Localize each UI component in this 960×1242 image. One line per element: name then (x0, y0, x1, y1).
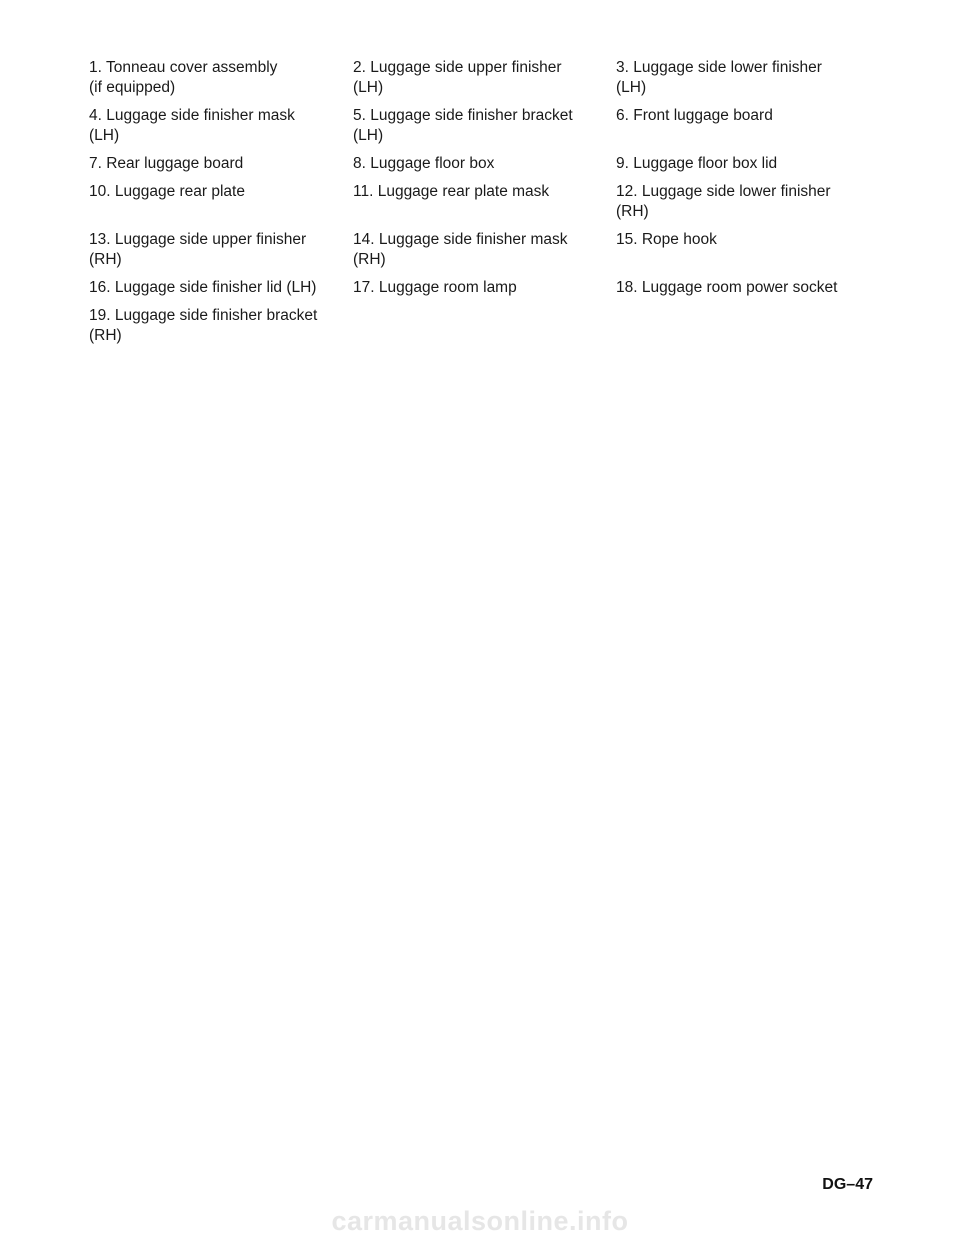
legend-item: 2. Luggage side upper finisher (LH) (353, 59, 562, 96)
legend-item: 6. Front luggage board (616, 107, 773, 124)
legend-item: 5. Luggage side finisher bracket (LH) (353, 107, 573, 144)
watermark: carmanualsonline.info (331, 1206, 629, 1236)
parts-legend (89, 58, 879, 346)
legend-item: 19. Luggage side finisher bracket (RH) (89, 307, 318, 344)
legend-item: 12. Luggage side lower finisher (RH) (616, 183, 831, 220)
legend-item: 7. Rear luggage board (89, 155, 244, 172)
legend-item: 3. Luggage side lower finisher (LH) (616, 59, 822, 96)
legend-item: 15. Rope hook (616, 231, 717, 248)
legend-item: 17. Luggage room lamp (353, 279, 517, 296)
legend-item: 10. Luggage rear plate (89, 183, 245, 200)
legend-item: 4. Luggage side finisher mask (LH) (89, 107, 295, 144)
legend-item: 13. Luggage side upper finisher (RH) (89, 231, 307, 268)
legend-item: 1. Tonneau cover assembly (if equipped) (89, 59, 278, 96)
legend-item: 8. Luggage floor box (353, 155, 495, 172)
legend-item: 11. Luggage rear plate mask (353, 183, 550, 200)
legend-item: 14. Luggage side finisher mask (RH) (353, 231, 568, 268)
page-number: DG–47 (822, 1176, 873, 1193)
legend-item: 16. Luggage side finisher lid (LH) (89, 279, 317, 296)
legend-item: 18. Luggage room power socket (616, 279, 838, 296)
legend-item: 9. Luggage floor box lid (616, 155, 778, 172)
